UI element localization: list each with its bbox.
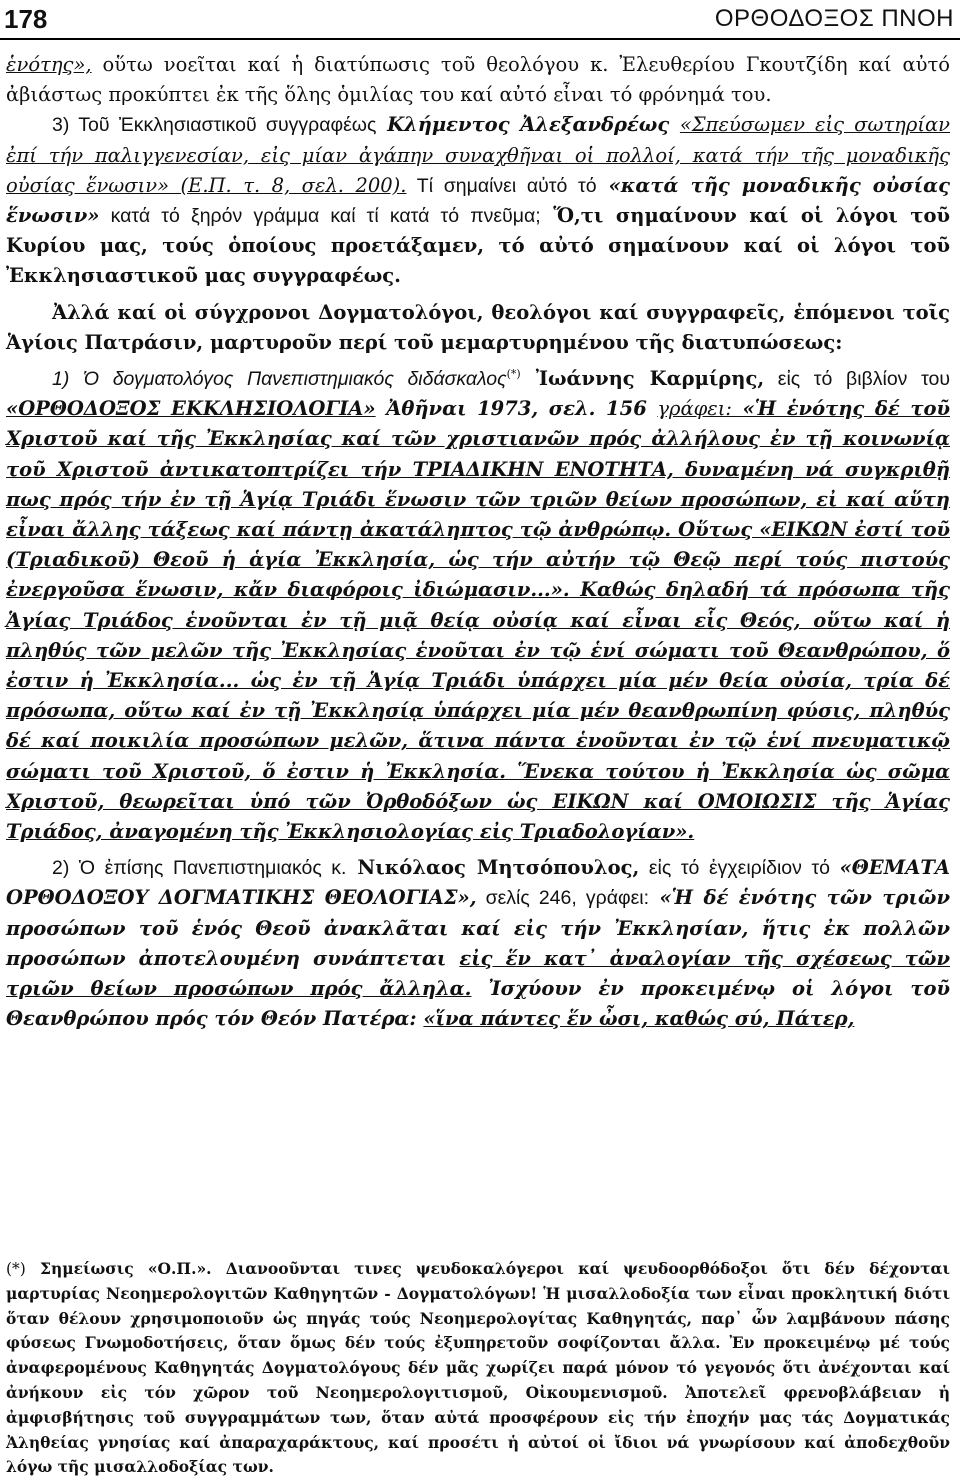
- p4-lead: 1) Ὁ δογματολόγος Πανεπιστημιακός διδάσκαλος: [52, 368, 507, 391]
- p2-quote: «Σπεύσωμεν εἰς σωτηρίαν ἐπί τήν παλιγγενεσίαν, εἰς μίαν ἀγάπην συναχθῆναι οἱ πολλοί, κατά τήν τῆς μοναδικῆς οὐσίας ἕνωσιν» (Ε.Π. τ. 8, σελ. 200).: [6, 113, 950, 197]
- p1-text: οὕτω νοεῖται καί ἡ διατύπωσις τοῦ θεολόγου κ. Ἐλευθερίου Γκουτζίδη καί αὐτό ἀβιάστως προκύπτει ἐκ τῆς ὅλης ὁμιλίας του καί αὐτό εἶναι τό φρόνημά του.: [6, 53, 950, 107]
- p4-author: Ἰωάννης Καρμίρης,: [520, 367, 765, 391]
- p2-question-2: κατά τό ξηρόν γράμμα καί τί κατά τό πνεῦμα;: [99, 205, 541, 228]
- p2-question: Τί σημαίνει αὐτό τό: [406, 174, 597, 197]
- paragraph-1: [6, 50, 950, 110]
- paragraph-5: [6, 853, 950, 1034]
- p1-emph: ἑνότης»,: [6, 53, 92, 76]
- footnote-ref: (*): [506, 367, 521, 381]
- p5-author: Νικόλαος Μητσόπουλος,: [346, 856, 640, 880]
- p5-quote-3: «ἵνα πάντες ἕν ὦσι, καθώς σύ, Πάτερ,: [423, 1007, 855, 1031]
- p5-quote-2: Ἰσχύουν ἐν προκειμένῳ οἱ λόγοι τοῦ Θεανθρώπου πρός τόν Θεόν Πατέρα:: [6, 977, 950, 1031]
- page-number: 178: [4, 3, 48, 34]
- p2-lead: 3) Τοῦ Ἐκκλησιαστικοῦ συγγραφέως: [52, 114, 377, 137]
- p4-quote: «Ἡ ἑνότης δέ τοῦ Χριστοῦ καί τῆς Ἐκκλησίας καί τῶν χριστιανῶν πρός ἀλλήλους ἐν τῇ κοινωνίᾳ τοῦ Χριστοῦ ἀντικατοπτρίζει τήν ΤΡΙΑΔΙΚΗΝ ΕΝΟΤΗΤΑ, δυναμένη νά συγκριθῇ πως πρός τήν ἐν τῇ Ἁγίᾳ Τριάδι ἕνωσιν τῶν τριῶν θείων προσώπων, εἰ καί αὕτη εἶναι ἄλλης τάξεως καί πάντῃ ἀκατάληπτος τῷ ἀνθρώπῳ. Οὕτως «ΕΙΚΩΝ ἐστί τοῦ (Τριαδικοῦ) Θεοῦ ἡ ἁγία Ἐκκλησία, ὡς τήν αὐτήν τῷ Θεῷ περί τούς πιστούς ἐνεργοῦσα ἕνωσιν, κἄν διαφόροις ἰδιώμασιν...».: [6, 397, 950, 602]
- p4-book-intro: εἰς τό βιβλίον του: [764, 368, 951, 391]
- p2-phrase: «κατά τῆς μοναδικῆς οὐσίας ἕνωσιν»: [6, 173, 950, 228]
- page-header: [0, 0, 960, 40]
- footnote-lead: Σημείωσις «Ο.Π.».: [25, 1259, 212, 1278]
- paragraph-3: Ἀλλά καί οἱ σύγχρονοι Δογματολόγοι, θεολόγοι καί συγγραφεῖς, ἑπόμενοι τοῖς Ἁγίοις Πατράσιν, μαρτυροῦν περί τοῦ μεμαρτυρημένου τῆς διατυπώσεως:: [6, 300, 950, 354]
- footnote-text: [6, 1257, 950, 1480]
- p4-writes: γράφει:: [657, 397, 732, 421]
- paragraph-4: [6, 364, 950, 847]
- p4-quote-2: Καθώς δηλαδή τά πρόσωπα τῆς Ἁγίας Τριάδος ἑνοῦνται ἐν τῇ μιᾷ θείᾳ οὐσίᾳ καί εἶναι εἷς Θεός, οὕτω καί ἡ πληθύς τῶν μελῶν τῆς Ἐκκλησίας ἑνοῦται ἐν τῷ ἑνί σώματι τοῦ Θεανθρώπου, ὅ ἐστιν ἡ Ἐκκλησία... ὡς ἐν τῇ Ἁγίᾳ Τριάδι ὑπάρχει μία μέν θεία οὐσία, τρία δέ πρόσωπα, οὕτω καί ἐν τῇ Ἐκκλησίᾳ ὑπάρχει μία μέν θεανθρωπίνη φύσις, πληθύς δέ καί ποικιλία προσώπων μελῶν, ἅτινα πάντα ἑνοῦνται ἐν τῷ ἑνί πνευματικῷ σώματι τοῦ Χριστοῦ, ὅ ἐστιν ἡ Ἐκκλησία. Ἕνεκα τούτου ἡ Ἐκκλησία ὡς σῶμα Χριστοῦ, θεωρεῖται ὑπό τῶν Ὀρθοδόξων ὡς ΕΙΚΩΝ καί ΟΜΟΙΩΣΙΣ τῆς Ἁγίας Τριάδος, ἀναγομένη τῆς Ἐκκλησιολογίας εἰς Τριαδολογίαν».: [6, 578, 950, 844]
- p5-quote-u: εἰς ἕν κατ᾽ ἀναλογίαν τῆς σχέσεως τῶν τριῶν θείων προσώπων πρός ἄλληλα.: [6, 946, 950, 1001]
- p4-book-title: «ΟΡΘΟΔΟΞΟΣ ΕΚΚΛΗΣΙΟΛΟΓΙΑ»: [6, 397, 376, 421]
- footnote-body: Διανοοῦνται τινες ψευδοκαλόγεροι καί ψευδοορθόδοξοι ὅτι δέν δέχονται μαρτυρίας Νεοημερολογιτῶν Καθηγητῶν - Δογματολόγων! Ἡ μισαλλοδοξία των εἶναι προκλητική διότι ὅταν θέλουν χρησιμοποιοῦν ὡς πηγάς τούς Νεοημερολογίτας Καθηγητάς, παρ᾽ ὧν λαμβάνουν πάσης φύσεως Γνωμοδοτήσεις, ὅταν ὅμως δέν τούς ἐξυπηρετοῦν σοφίζονται ἄλλα. Ἐν προκειμένῳ μέ τούς ἀναφερομένους Καθηγητάς Δογματολόγους δέν μᾶς χωρίζει παρά μόνον τό γεγονός ὅτι ἀνέχονται καί ἀνήκουν εἰς τόν χῶρον τοῦ Νεοημερολογιτισμοῦ, Οἰκουμενισμοῦ. Ἀποτελεῖ φρενοβλάβειαν ἡ ἀμφισβήτησις τοῦ συγγραμμάτων των, ὅταν αὐτά προσφέρουν εἰς τήν ἐποχήν μας τάς Δογματικάς Ἀληθείας γνησίας καί ἀπαραχαράκτους, καί προσέτι ἡ αὐτοί οἱ ἴδιοι νά γνωρίσουν καί ἀποδεχθοῦν λόγω τῆς μισαλλοδοξίας των.: [6, 1259, 950, 1477]
- footnote: [6, 1257, 950, 1480]
- paragraph-2: [6, 110, 950, 291]
- p5-book-intro: εἰς τό ἐγχειρίδιον τό: [639, 857, 840, 880]
- footnote-mark: (*): [6, 1260, 26, 1278]
- p2-author: Κλήμεντος Ἀλεξανδρέως: [376, 113, 680, 137]
- p2-conclusion: Ὅ,τι σημαίνουν καί οἱ λόγοι τοῦ Κυρίου μας, τούς ὁποίους προετάξαμεν, τό αὐτό σημαίνουν καί οἱ λόγοι τοῦ Ἐκκλησιαστικοῦ μας συγγραφέως.: [6, 204, 951, 288]
- p4-publication: Ἀθῆναι 1973, σελ. 156: [375, 397, 658, 421]
- running-title: ΟΡΘΟΔΟΞΟΣ ΠΝΟΗ: [714, 5, 954, 32]
- p5-page: σελίς 246, γράφει:: [476, 887, 650, 910]
- p5-quote: «Ἡ δέ ἑνότης τῶν τριῶν προσώπων τοῦ ἑνός Θεοῦ ἀνακλᾶται καί εἰς τήν Ἐκκλησίαν, ἥτις ἐκ πολλῶν προσώπων ἀποτελουμένη συνάπτεται: [6, 886, 950, 970]
- p5-lead: 2) Ὁ ἐπίσης Πανεπιστημιακός κ.: [52, 857, 347, 880]
- p5-book-title: «ΘΕΜΑΤΑ ΟΡΘΟΔΟΞΟΥ ΔΟΓΜΑΤΙΚΗΣ ΘΕΟΛΟΓΙΑΣ»,: [6, 856, 950, 910]
- body-text: [6, 50, 950, 1035]
